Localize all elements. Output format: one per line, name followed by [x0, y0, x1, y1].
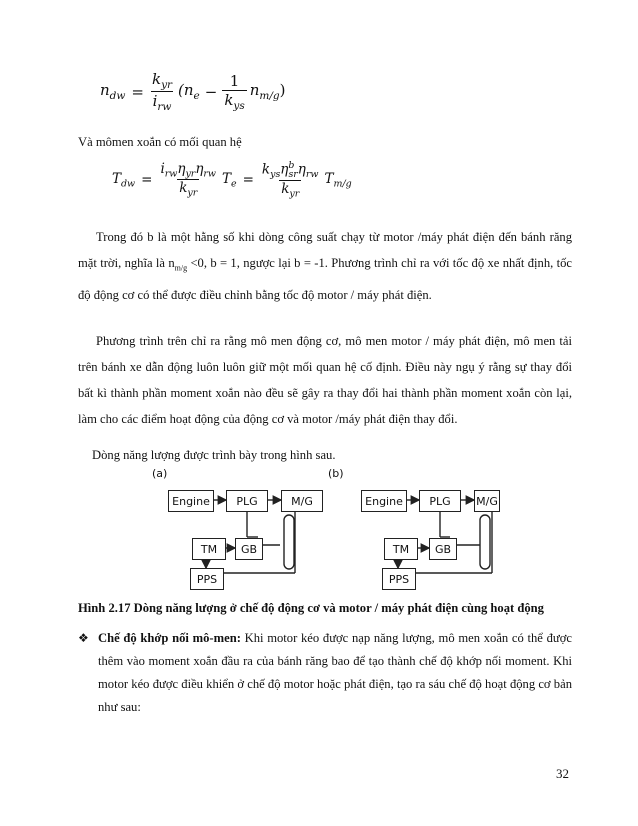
plg-box-a: PLG	[226, 490, 268, 512]
eq1-fraction-2: $\frac{1}{k_{ys}}$	[224, 71, 245, 112]
engine-box-a: Engine	[168, 490, 214, 512]
figure-label-a: (a)	[152, 467, 168, 480]
eq2-tmg: $T_{m/g}$	[324, 170, 352, 190]
eq2-tdw: $T_{dw}$	[112, 170, 136, 190]
gb-box-a: GB	[235, 538, 263, 560]
plg-box-b: PLG	[419, 490, 461, 512]
eq2-te: $T_e$	[222, 170, 237, 190]
eq2-fraction-2: $\frac{k_{ys}\eta^b_{sr}\eta_{rw}}{k_{yr}}$	[261, 160, 319, 200]
eq1-lhs: $n_{dw}$	[100, 81, 126, 102]
eq2-intro: Và mômen xoắn có mối quan hệ	[78, 135, 242, 149]
pps-box-b: PPS	[382, 568, 416, 590]
eq1-equals: =	[131, 82, 144, 101]
engine-box-b: Engine	[361, 490, 407, 512]
eq1-minus: −	[204, 82, 218, 101]
bullet-heading: Chế độ khớp nối mô-men:	[98, 631, 241, 645]
eq2-equals-2: =	[242, 171, 254, 188]
eq1-fraction-1: $\frac{k_{yr}}{i_{rw}}$	[151, 70, 173, 113]
bullet-text: Khi motor kéo được nạp năng lượng, mô men xoắn có thể được thêm vào moment xoắn đầu ra của bánh răng bao để tạo thành chế độ khớp nối moment. Khi motor kéo được điều khiển ở chế độ motor hoặc phát điện, tạo ra sáu chế độ hoạt động cơ bản như sau:	[98, 631, 572, 714]
eq1-ne: ($n_e$	[178, 81, 200, 102]
figure-energy-flow	[140, 465, 500, 595]
gb-box-b: GB	[429, 538, 457, 560]
mg-box-a: M/G	[281, 490, 323, 512]
equation-2	[112, 160, 352, 200]
pps-box-a: PPS	[190, 568, 224, 590]
paragraph-2: Phương trình trên chỉ ra rằng mô men động cơ, mô men motor / máy phát điện, mô men tải trên bánh xe dẫn động luôn luôn giữ một mối quan hệ cố định. Điều này ngụ ý rằng sự thay đổi bất kì thành phần moment xoắn nào đều sẽ gây ra thay đổi hai thành phần moment xoắn còn lại, làm cho các điểm hoạt động của động cơ và motor /máy phát điện thay đổi.	[78, 334, 572, 426]
bullet-torque-coupling	[78, 627, 572, 719]
equation-1	[100, 70, 286, 113]
mg-box-b: M/G	[474, 490, 500, 512]
paragraph-3: Dòng năng lượng được trình bày trong hình sau.	[92, 448, 336, 462]
tm-box-a: TM	[192, 538, 226, 560]
eq1-nmg: $n_{m/g}$)	[249, 81, 286, 102]
tm-box-b: TM	[384, 538, 418, 560]
page-number: 32	[556, 766, 569, 781]
eq2-fraction-1: $\frac{i_{rw}\eta_{yr}\eta_{rw}}{k_{yr}}$	[160, 160, 216, 200]
figure-label-b: (b)	[328, 467, 344, 480]
paragraph-1: Trong đó b là một hằng số khi dòng công suất chạy từ motor /máy phát điện đến bánh răng mặt trời, nghĩa là $n_{m/g} <0$, b = 1, ngược lại b = -1. Phương trình chỉ ra với tốc độ xe nhất định, tốc độ động cơ có thể được điều chỉnh bằng tốc độ motor / máy phát điện.	[78, 230, 572, 302]
eq2-equals-1: =	[141, 171, 153, 188]
figure-caption: Hình 2.17 Dòng năng lượng ở chế độ động cơ và motor / máy phát điện cùng hoạt động	[78, 601, 544, 615]
diamond-bullet-icon: ❖	[78, 631, 89, 645]
